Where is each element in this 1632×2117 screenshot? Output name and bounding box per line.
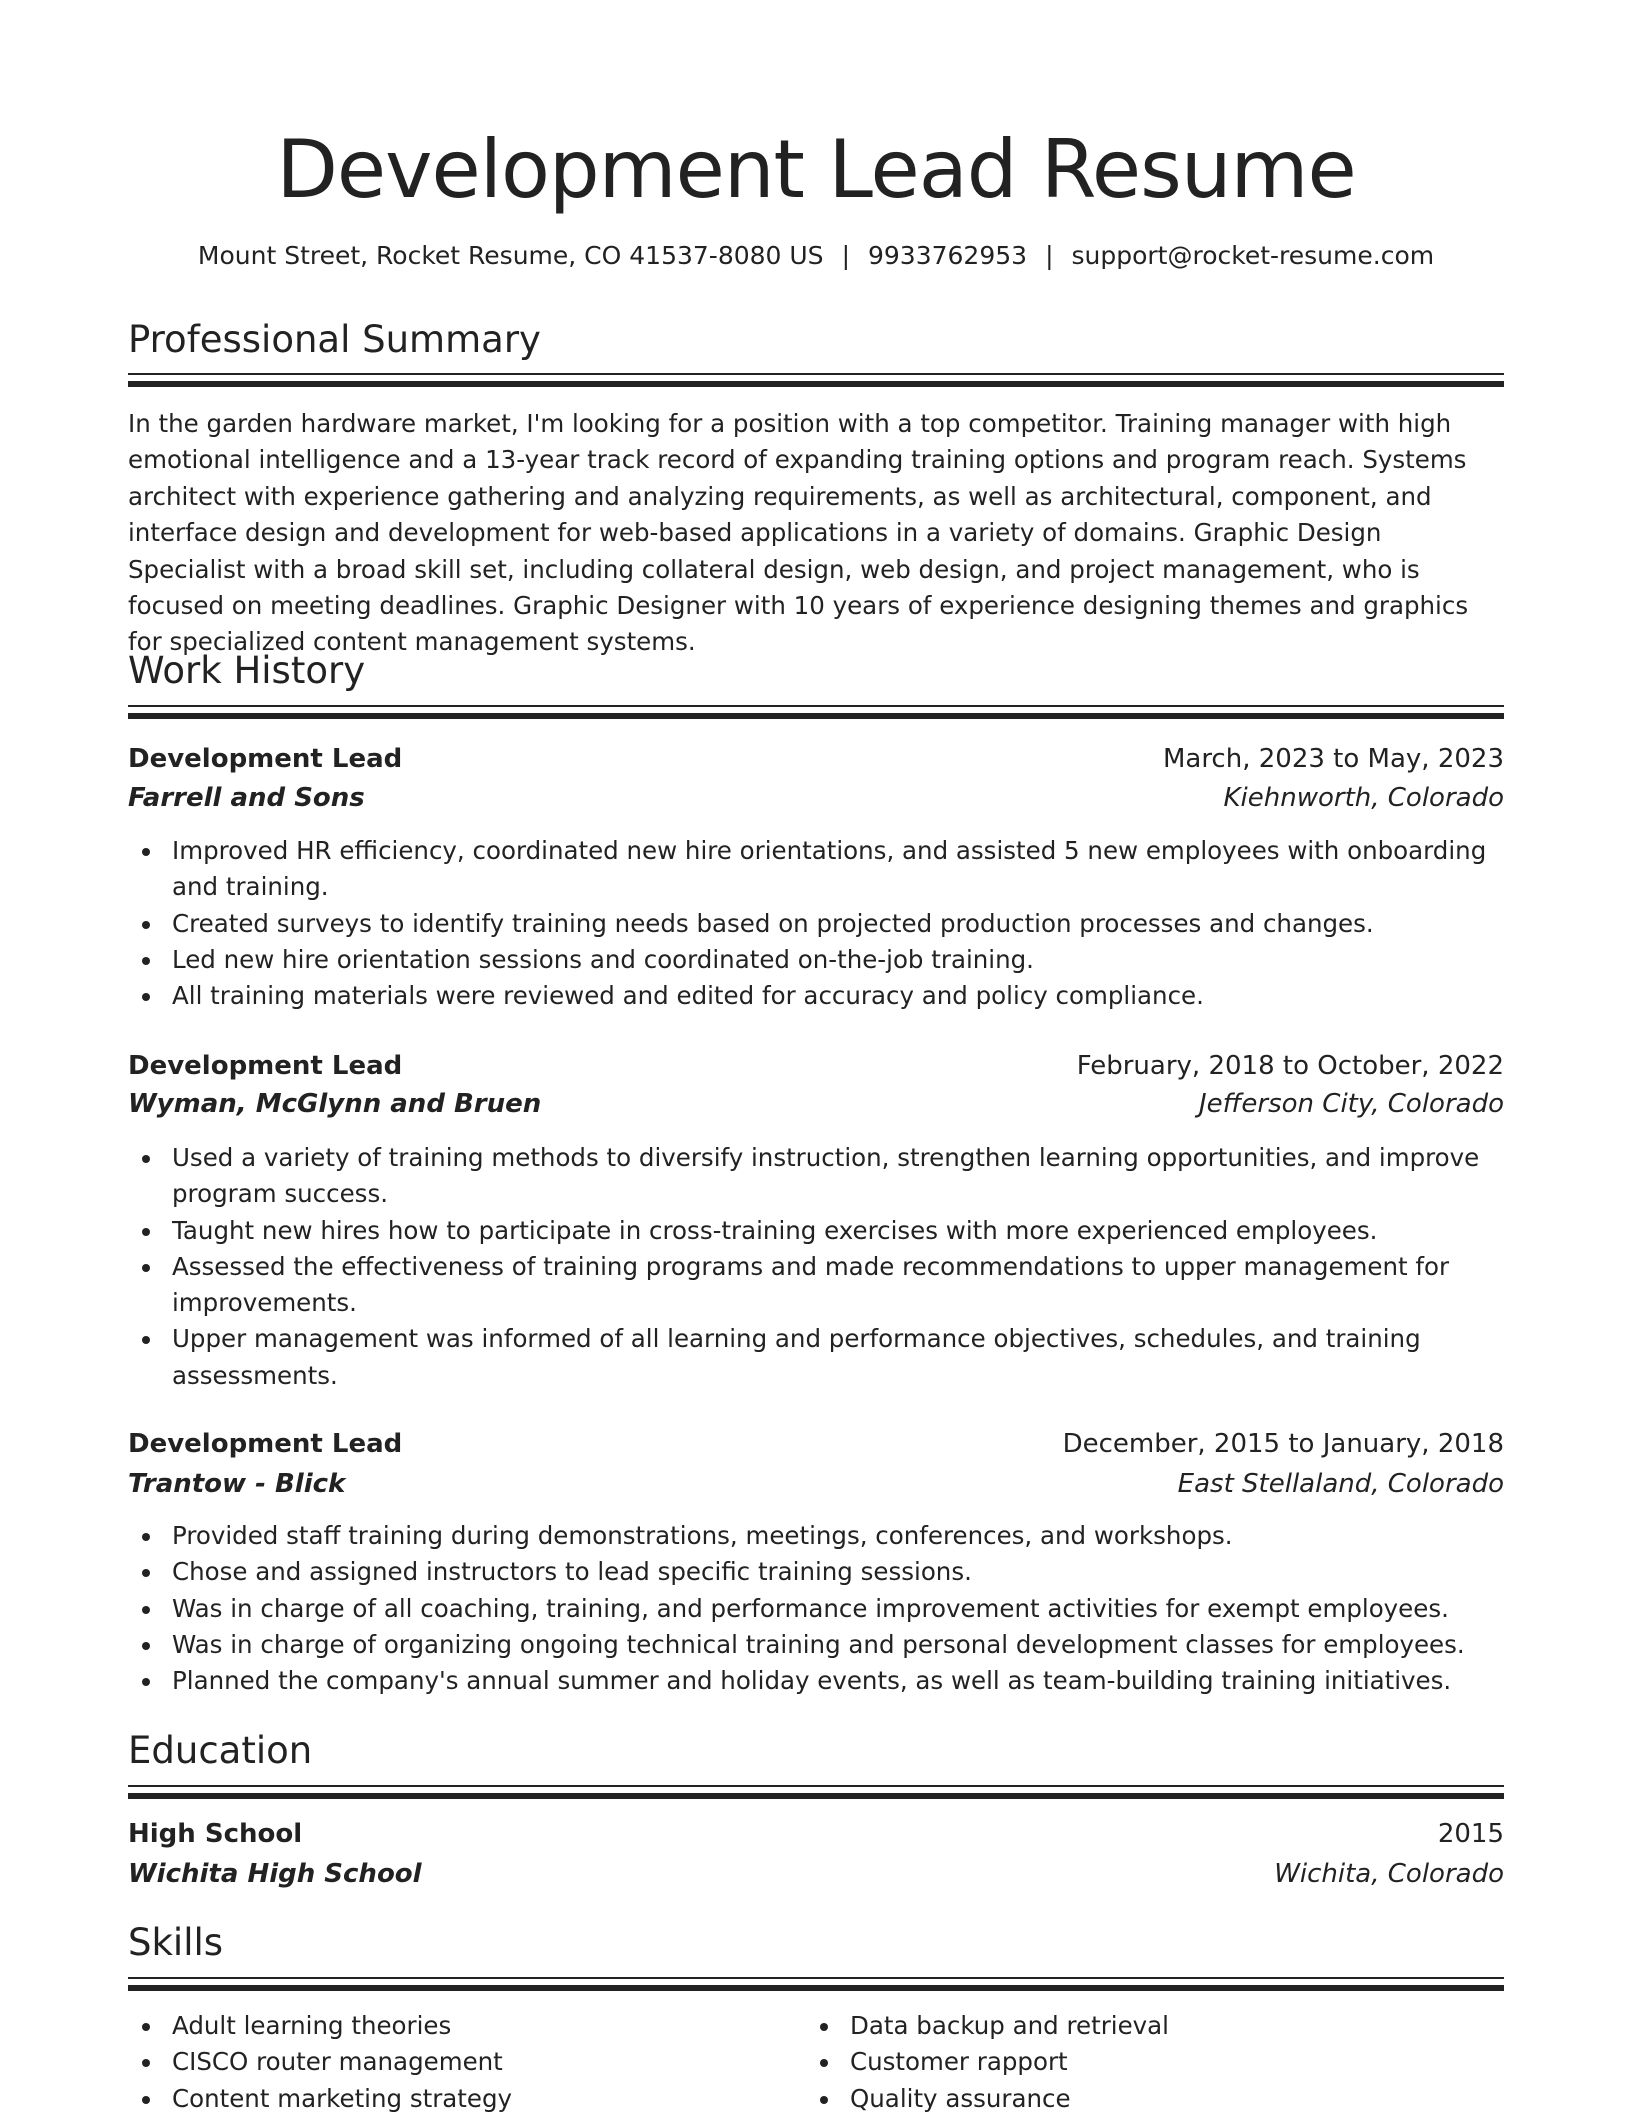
list-item: Upper management was informed of all learning and performance objectives, schedules, and training assessments.: [128, 1321, 1504, 1394]
job-company: Wyman, McGlynn and Bruen: [128, 1089, 542, 1119]
job-dates: March, 2023 to May, 2023: [1162, 744, 1504, 774]
job-company-row: [128, 779, 1504, 817]
summary-heading: Professional Summary: [128, 318, 541, 361]
job-title: Development Lead: [128, 744, 403, 774]
education-year: 2015: [1437, 1819, 1504, 1849]
section-divider: [128, 1977, 1504, 1991]
skill-item: Customer rapport: [806, 2044, 1466, 2080]
job-title: Development Lead: [128, 1429, 403, 1459]
section-divider: [128, 1785, 1504, 1799]
job-header: [128, 1047, 1504, 1085]
job-title: Development Lead: [128, 1051, 403, 1081]
list-item: Taught new hires how to participate in cross-training exercises with more experienced employees.: [128, 1213, 1504, 1249]
job-header: [128, 740, 1504, 778]
education-row: [128, 1815, 1504, 1853]
job-dates: December, 2015 to January, 2018: [1062, 1429, 1504, 1459]
list-item: Assessed the effectiveness of training programs and made recommendations to upper management for improvements.: [128, 1249, 1504, 1322]
list-item: Chose and assigned instructors to lead specific training sessions.: [128, 1554, 1504, 1590]
work-history-heading: Work History: [128, 649, 366, 692]
job-location: Jefferson City, Colorado: [1198, 1089, 1504, 1119]
list-item: Led new hire orientation sessions and coordinated on-the-job training.: [128, 942, 1504, 978]
list-item: Was in charge of all coaching, training, and performance improvement activities for exempt employees.: [128, 1591, 1504, 1627]
skills-list-left: [128, 2008, 788, 2117]
education-location: Wichita, Colorado: [1274, 1859, 1504, 1889]
summary-text: In the garden hardware market, I'm looking for a position with a top competitor. Training manager with high emotional intelligence and a 13-year track record of expanding training options and program reach. Systems architect with experience gathering and analyzing requirements, as well as architectural, component, and interface design and development for web-based applications in a variety of domains. Graphic Design Specialist with a broad skill set, including collateral design, web design, and project management, who is focused on meeting deadlines. Graphic Designer with 10 years of experience designing themes and graphics for specialized content management systems.: [128, 409, 1469, 657]
skill-item: Data backup and retrieval: [806, 2008, 1466, 2044]
contact-address: Mount Street, Rocket Resume, CO 41537-8080 US: [197, 241, 824, 270]
list-item: All training materials were reviewed and edited for accuracy and policy compliance.: [128, 978, 1504, 1014]
list-item: Created surveys to identify training needs based on projected production processes and changes.: [128, 906, 1504, 942]
job-location: Kiehnworth, Colorado: [1223, 783, 1504, 813]
job-bullets: [128, 1140, 1504, 1394]
resume-title: Development Lead Resume: [276, 123, 1356, 216]
section-divider: [128, 705, 1504, 719]
contact-line: [128, 238, 1504, 274]
education-school: Wichita High School: [128, 1859, 422, 1889]
list-item: Used a variety of training methods to diversify instruction, strengthen learning opportunities, and improve program success.: [128, 1140, 1504, 1213]
skill-item: Adult learning theories: [128, 2008, 788, 2044]
job-company-row: [128, 1465, 1504, 1503]
contact-separator: |: [1045, 241, 1054, 270]
section-divider: [128, 373, 1504, 387]
skill-item: Quality assurance: [806, 2081, 1466, 2117]
job-location: East Stellaland, Colorado: [1177, 1469, 1504, 1499]
job-company: Trantow - Blick: [128, 1469, 346, 1499]
skill-item: CISCO router management: [128, 2044, 788, 2080]
job-bullets: [128, 833, 1504, 1014]
contact-phone: 9933762953: [868, 241, 1028, 270]
education-heading: Education: [128, 1729, 313, 1772]
job-header: [128, 1425, 1504, 1463]
contact-email: support@rocket-resume.com: [1071, 241, 1435, 270]
list-item: Provided staff training during demonstrations, meetings, conferences, and workshops.: [128, 1518, 1504, 1554]
job-bullets: [128, 1518, 1504, 1699]
skill-item: Content marketing strategy: [128, 2081, 788, 2117]
job-dates: February, 2018 to October, 2022: [1076, 1051, 1504, 1081]
list-item: Was in charge of organizing ongoing technical training and personal development classes for employees.: [128, 1627, 1504, 1663]
contact-separator: |: [841, 241, 850, 270]
list-item: Improved HR efficiency, coordinated new hire orientations, and assisted 5 new employees with onboarding and training.: [128, 833, 1504, 906]
skills-heading: Skills: [128, 1921, 224, 1964]
job-company-row: [128, 1085, 1504, 1123]
education-degree: High School: [128, 1819, 303, 1849]
skills-list-right: [806, 2008, 1466, 2117]
education-school-row: [128, 1855, 1504, 1893]
list-item: Planned the company's annual summer and holiday events, as well as team-building training initiatives.: [128, 1663, 1504, 1699]
job-company: Farrell and Sons: [128, 783, 365, 813]
